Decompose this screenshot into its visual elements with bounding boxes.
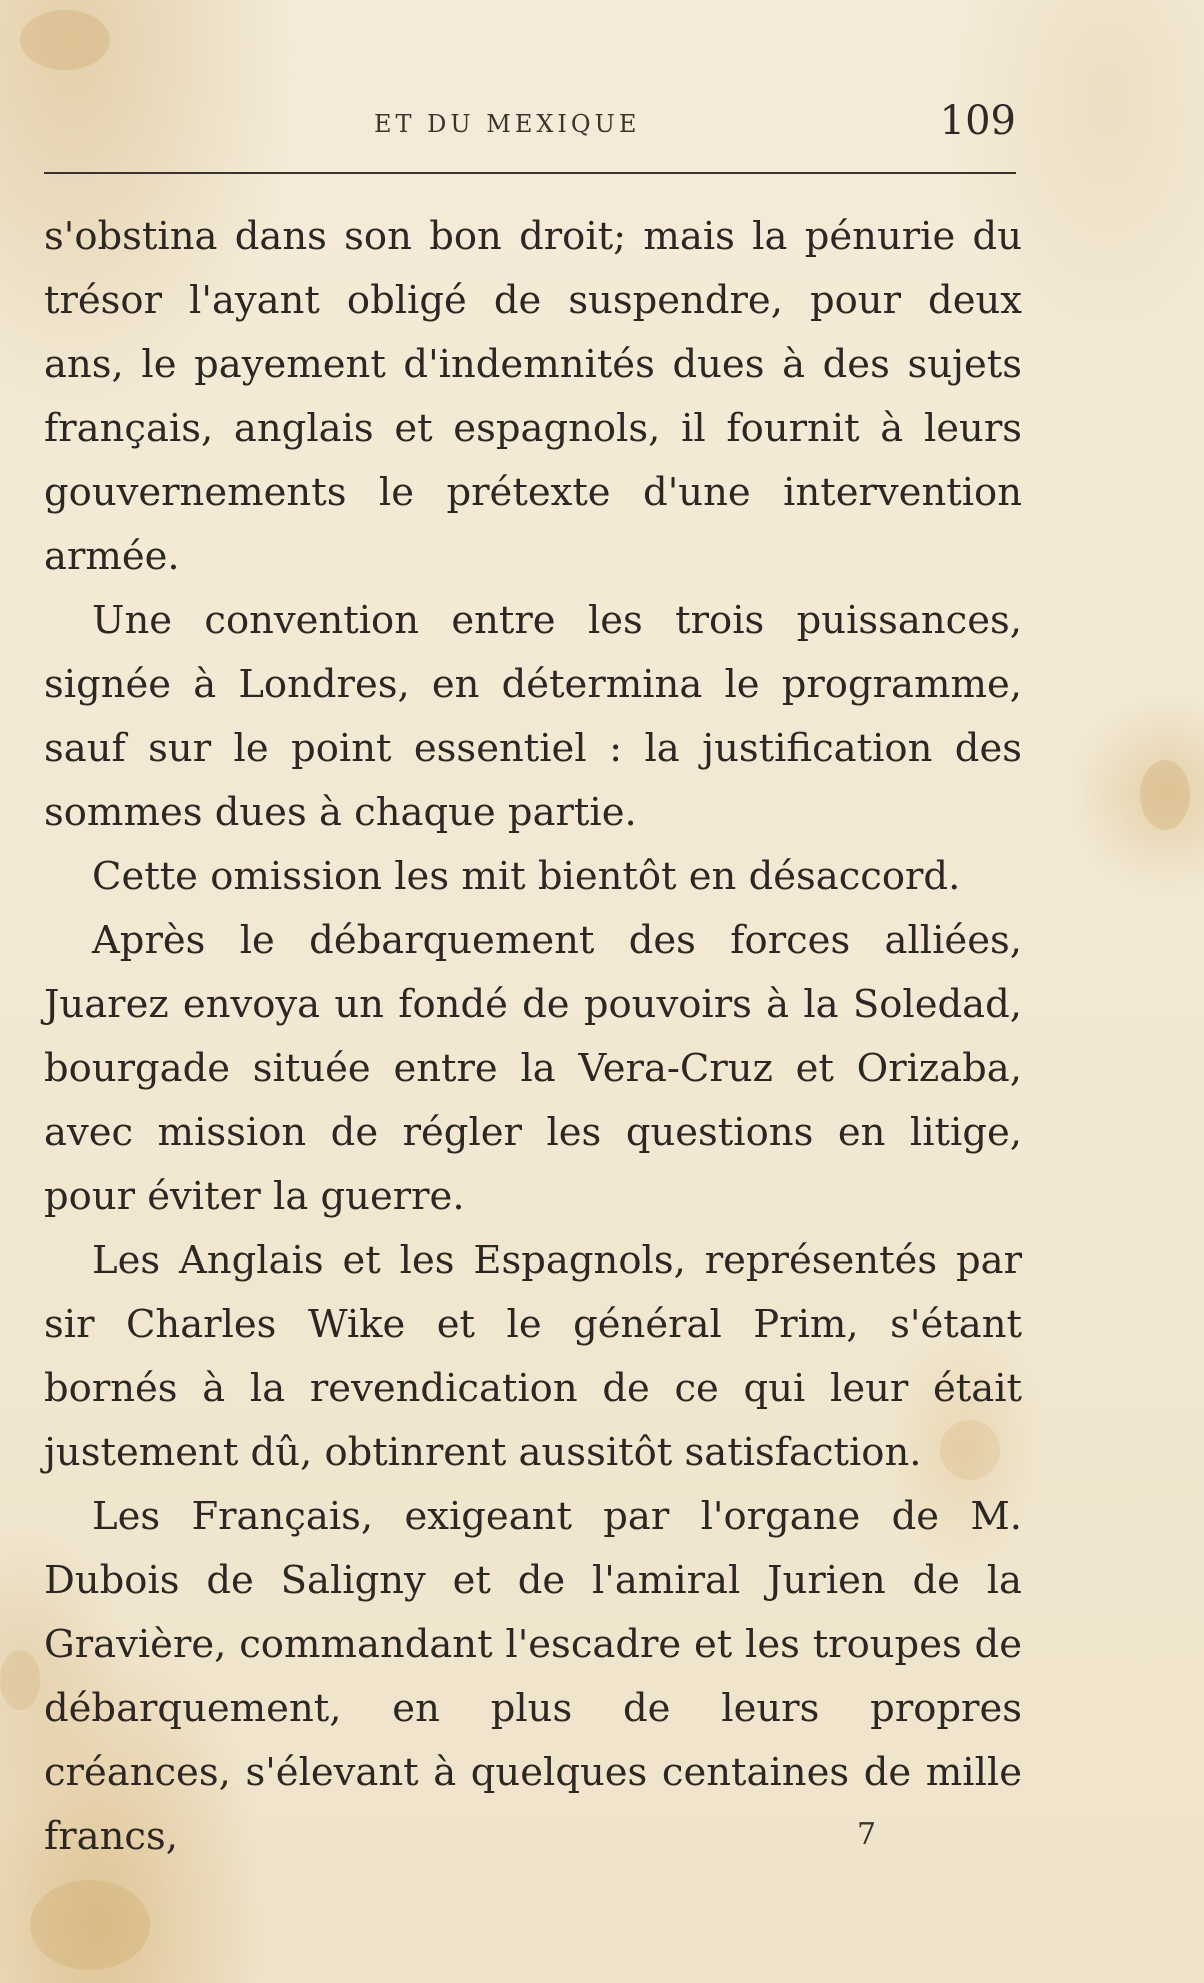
signature-mark: 7 <box>857 1817 877 1852</box>
running-title: ET DU MEXIQUE <box>374 110 641 138</box>
body-text <box>44 205 1022 1869</box>
foxing-stain <box>1140 760 1190 830</box>
paragraph: s'obstina dans son bon droit; mais la pénurie du trésor l'ayant obligé de suspendre, pour deux ans, le payement d'indemnités dues à des sujets français, anglais et espagnols, il fournit à leurs gouvernements le prétexte d'une intervention armée. <box>44 214 1022 579</box>
paragraph: Après le débarquement des forces alliées, Juarez envoya un fondé de pouvoirs à la Soledad, bourgade située entre la Vera-Cruz et Orizaba, avec mission de régler les questions en litige, pour éviter la guerre. <box>44 918 1022 1219</box>
paragraph: Les Français, exigeant par l'organe de M. Dubois de Saligny et de l'amiral Jurien de la Gravière, commandant l'escadre et les troupes de débarquement, en plus de leurs propres créances, s'élevant à quelques centaines de mille francs, <box>44 1494 1022 1859</box>
page-number: 109 <box>939 98 1016 144</box>
foxing-stain <box>30 1880 150 1970</box>
foxing-stain <box>0 1650 40 1710</box>
paragraph: Les Anglais et les Espagnols, représentés par sir Charles Wike et le général Prim, s'étant bornés à la revendication de ce qui leur était justement dû, obtinrent aussitôt satisfaction. <box>44 1238 1022 1475</box>
foxing-stain <box>20 10 110 70</box>
header-rule <box>44 172 1016 174</box>
page-header <box>44 98 1016 158</box>
paragraph: Une convention entre les trois puissances, signée à Londres, en détermina le programme, sauf sur le point essentiel : la justification des sommes dues à chaque partie. <box>44 598 1022 835</box>
paragraph: Cette omission les mit bientôt en désaccord. <box>92 854 961 899</box>
